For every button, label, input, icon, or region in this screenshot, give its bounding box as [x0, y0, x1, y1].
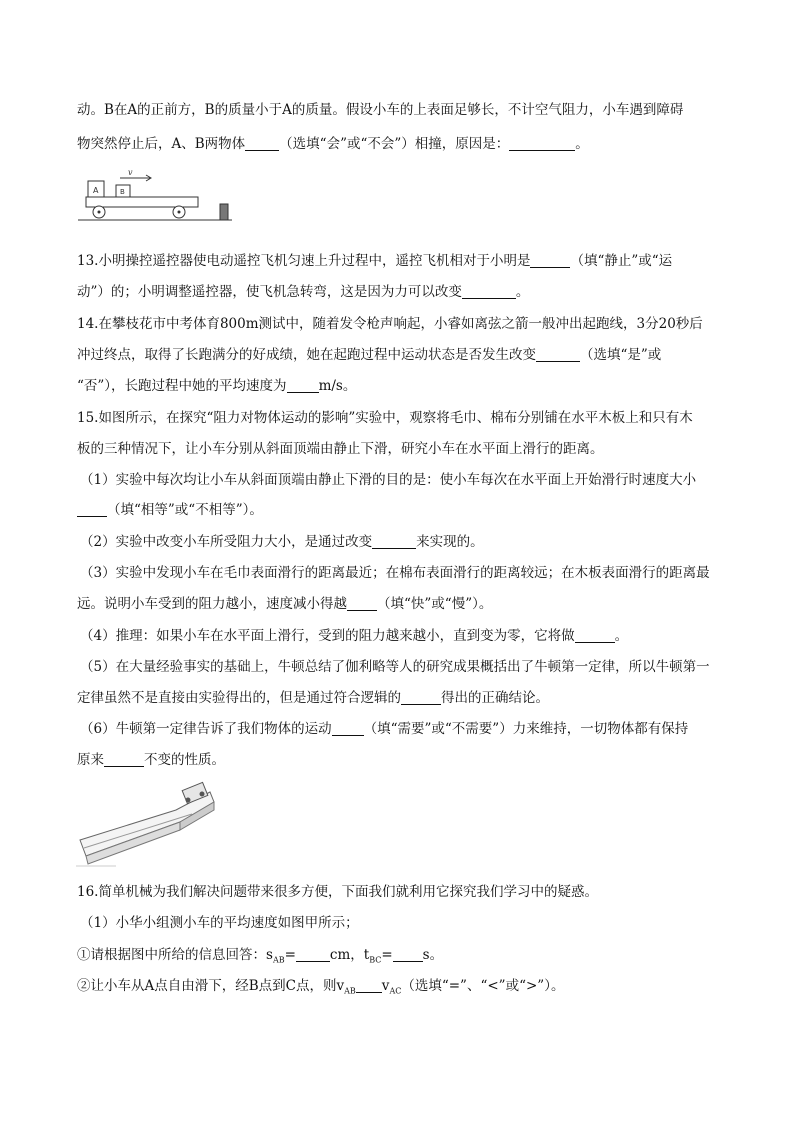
- answer-blank[interactable]: [509, 136, 575, 151]
- answer-blank[interactable]: [332, 721, 364, 736]
- answer-blank[interactable]: [245, 136, 279, 151]
- text-line: ②让小车从A点自由滑下，经B点到C点，则$v_{AB}$ $v_{AC}$（选填“=”、“<”或“>”）。: [77, 978, 565, 996]
- question-14: 14.在攀枝花市中考体育800m测试中，随着发令枪声响起，小睿如离弦之箭一般冲出起跑线，3分20秒后: [77, 316, 703, 332]
- text-line: （填“相等”或“不相等”）。: [77, 500, 727, 520]
- answer-blank[interactable]: [296, 947, 330, 962]
- answer-blank[interactable]: [77, 502, 107, 517]
- text-line: ①请根据图中所给的信息回答：$s_{AB}=$ cm，$t_{BC}= s$。: [77, 947, 444, 965]
- answer-blank[interactable]: [104, 752, 144, 767]
- text-line: （1）小华小组测小车的平均速度如图甲所示；: [80, 915, 359, 931]
- answer-blank[interactable]: [462, 284, 516, 299]
- text-line: 冲过终点，取得了长跑满分的好成绩，她在起跑过程中运动状态是否发生改变 （选填“是”或: [77, 347, 662, 363]
- velocity-label: v: [128, 168, 133, 177]
- block-b-label: B: [120, 188, 125, 196]
- question-16: 16.简单机械为我们解决问题带来很多方便，下面我们就利用它探究我们学习中的疑惑。: [77, 884, 598, 900]
- text-line: “否”），长跑过程中她的平均速度为 m/s。: [77, 378, 357, 394]
- answer-blank[interactable]: [393, 947, 423, 962]
- text-line: （2）实验中改变小车所受阻力大小，是通过改变 来实现的。: [80, 534, 484, 550]
- answer-blank[interactable]: [536, 347, 580, 362]
- answer-blank[interactable]: [287, 378, 319, 393]
- question-13: 13.小明操控遥控器使电动遥控飞机匀速上升过程中，遥控飞机相对于小明是 （填“静止”或“运: [77, 253, 673, 269]
- text-line: （1）实验中每次均让小车从斜面顶端由静止下滑的目的是：使小车每次在水平面上开始滑行时速度大小: [80, 472, 697, 488]
- answer-blank[interactable]: [372, 534, 416, 549]
- text-line: 动”）的；小明调整遥控器，使飞机急转弯，这是因为力可以改变 。: [77, 284, 530, 300]
- text-line: 定律虽然不是直接由实验得出的，但是通过符合逻辑的 得出的正确结论。: [77, 690, 549, 706]
- text-line: （3）实验中发现小车在毛巾表面滑行的距离最近；在棉布表面滑行的距离较远；在木板表面滑行的距离最: [80, 565, 710, 581]
- text-line: 物突然停止后，A、B两物体 （选填“会”或“不会”）相撞，原因是： 。: [77, 136, 589, 152]
- cart-figure: [76, 164, 236, 229]
- question-15: 15.如图所示，在探究“阻力对物体运动的影响”实验中，观察将毛巾、棉布分别铺在水平木板上和只有木: [77, 410, 693, 426]
- answer-blank[interactable]: [356, 978, 382, 993]
- answer-blank[interactable]: [530, 253, 570, 268]
- answer-blank[interactable]: [575, 628, 615, 643]
- text-line: （6）牛顿第一定律告诉了我们物体的运动 （填“需要”或“不需要”）力来维持，一切物体都有保持: [80, 721, 689, 737]
- text-line: 原来 不变的性质。: [77, 752, 225, 768]
- block-a-label: A: [93, 186, 99, 195]
- answer-blank[interactable]: [401, 690, 441, 705]
- text-line: 板的三种情况下，让小车分别从斜面顶端由静止下滑，研究小车在水平面上滑行的距离。: [77, 441, 604, 457]
- text-line: 动。B在A的正前方，B的质量小于A的质量。假设小车的上表面足够长，不计空气阻力，小车遇到障碍: [77, 102, 684, 118]
- text-line: （5）在大量经验事实的基础上，牛顿总结了伽利略等人的研究成果概括出了牛顿第一定律，所以牛顿第一: [80, 659, 710, 675]
- text-line: （4）推理：如果小车在水平面上滑行，受到的阻力越来越小，直到变为零，它将做 。: [80, 628, 629, 644]
- answer-blank[interactable]: [347, 596, 377, 611]
- text-line: 远。说明小车受到的阻力越小，速度减小得越 （填“快”或“慢”）。: [77, 596, 493, 612]
- ramp-figure: [76, 780, 216, 870]
